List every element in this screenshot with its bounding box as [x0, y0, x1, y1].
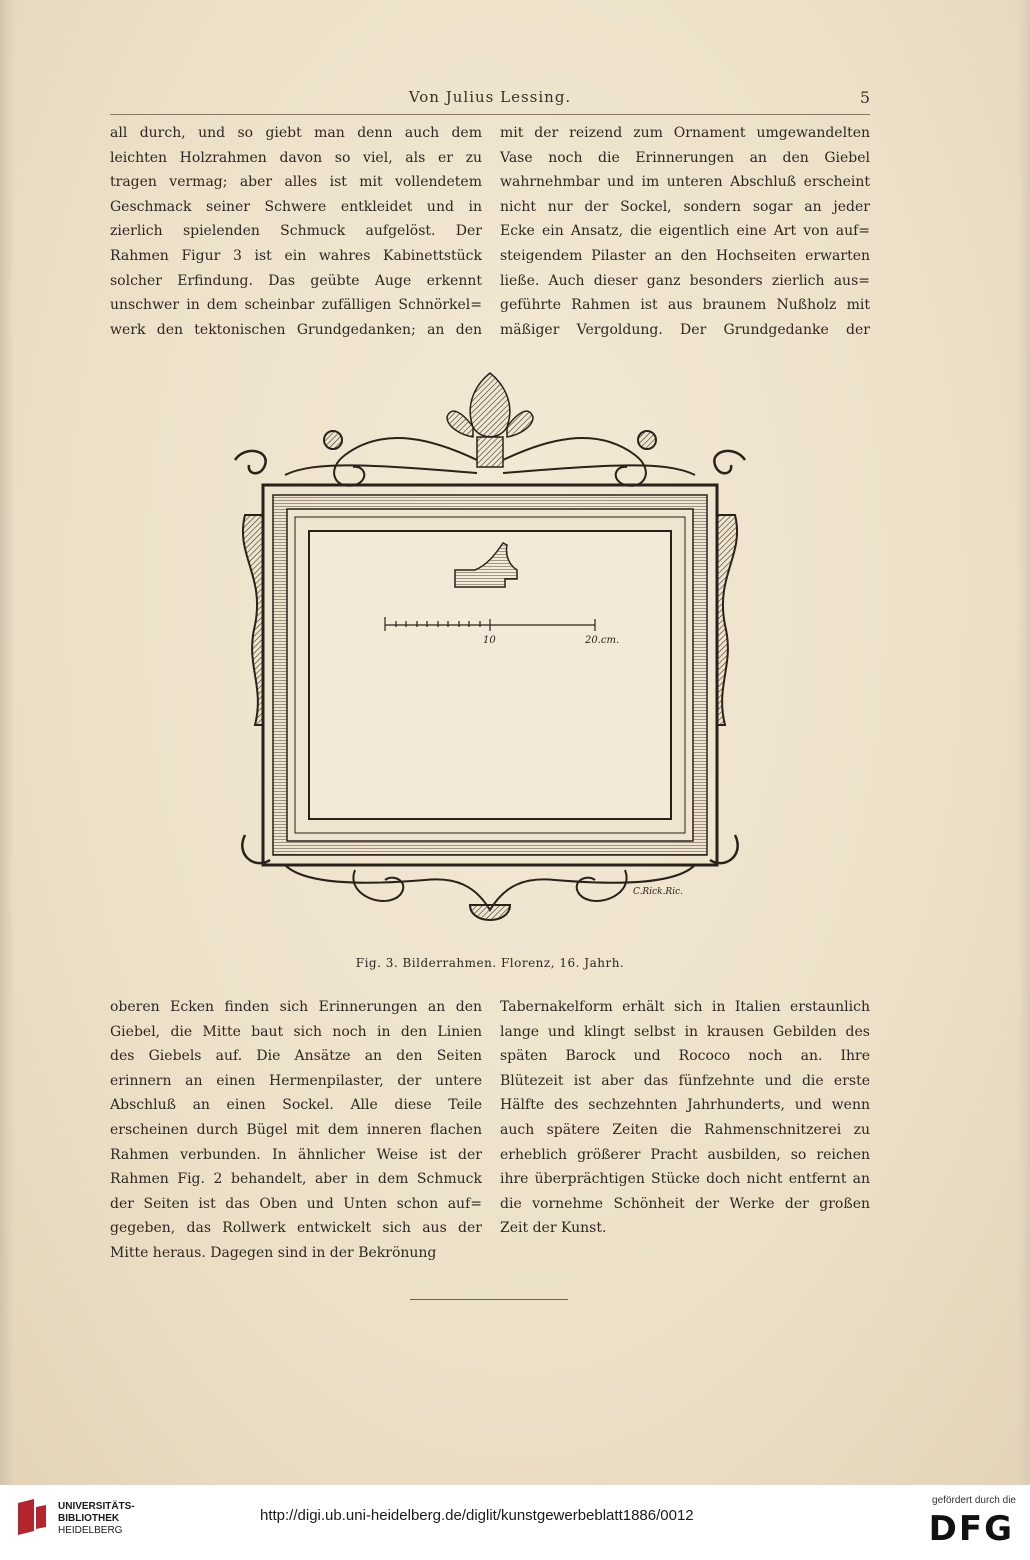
text-line: werk den tektonischen Grundgedanken; an den: [110, 321, 482, 338]
text-line: Tabernakelform erhält sich in Italien erstaunlich: [500, 999, 870, 1015]
scale-label-10: 10: [483, 635, 496, 646]
text-line: die vornehme Schönheit der Werke der großen: [500, 1195, 870, 1212]
running-title: Von Julius Lessing.: [408, 88, 572, 106]
page-edge-shadow: [0, 0, 14, 1485]
text-line: Vase noch die Erinnerungen an den Giebel: [500, 149, 870, 166]
text-line: Geschmack seiner Schwere entkleidet und in: [110, 198, 482, 215]
university-library-logo-icon: [14, 1497, 50, 1537]
column-left-bottom: [110, 995, 482, 1266]
column-right-top: [500, 121, 870, 342]
engraver-signature: C.Rick.Ric.: [633, 887, 683, 897]
permalink-url[interactable]: http://digi.ub.uni-heidelberg.de/diglit/kunstgewerbeblatt1886/0012: [260, 1507, 694, 1524]
text-line: Blütezeit ist aber das fünfzehnte und die erste: [500, 1072, 870, 1089]
library-name-line: HEIDELBERG: [58, 1525, 123, 1536]
running-header: [110, 88, 870, 112]
dfg-logo: DFG: [928, 1509, 1014, 1549]
text-line: nicht nur der Sockel, sondern sogar an jeder: [500, 198, 870, 215]
text-line: Zeit der Kunst.: [500, 1220, 607, 1237]
text-line: lange und klingt selbst in krausen Gebilden des: [500, 1023, 870, 1040]
header-rule: [110, 114, 870, 115]
text-line: späten Barock und Rococo noch an. Ihre: [500, 1048, 870, 1065]
text-line: ihre überprächtigen Stücke doch nicht entfernt an: [500, 1171, 870, 1188]
text-line: gegeben, das Rollwerk entwickelt sich aus der: [110, 1220, 482, 1237]
text-line: ließe. Auch dieser ganz besonders zierlich aus=: [500, 272, 870, 289]
text-line: Hälfte des sechzehnten Jahrhunderts, und wenn: [500, 1097, 870, 1114]
text-line: unschwer in dem scheinbar zufälligen Schnörkel=: [110, 297, 482, 314]
figure-caption: Fig. 3. Bilderrahmen. Florenz, 16. Jahrh.: [355, 956, 625, 970]
page-edge-shadow: [1018, 0, 1030, 1485]
text-line: erinnern an einen Hermenpilaster, der untere: [110, 1072, 482, 1089]
digitization-footer: [0, 1485, 1030, 1560]
text-line: mit der reizend zum Ornament umgewandelten: [500, 125, 870, 141]
frame-engraving: [225, 365, 755, 945]
carved-frame-illustration: [225, 365, 755, 945]
page-number: 5: [859, 88, 870, 107]
text-line: der Seiten ist das Oben und Unten schon auf=: [110, 1195, 482, 1212]
text-line: steigendem Pilaster an den Hochseiten erwarten: [500, 247, 870, 264]
text-line: Rahmen verbunden. In ähnlicher Weise ist der: [110, 1146, 482, 1163]
text-line: all durch, und so giebt man denn auch dem: [110, 125, 482, 141]
text-line: leichten Holzrahmen davon so viel, als er zu: [110, 149, 482, 166]
text-line: des Giebels auf. Die Ansätze an den Seiten: [110, 1048, 482, 1065]
library-name: [58, 1501, 135, 1537]
text-line: Ecke ein Ansatz, die eigentlich eine Art von auf=: [500, 223, 870, 240]
text-line: Rahmen Figur 3 ist ein wahres Kabinettstück: [110, 247, 482, 264]
text-line: geführte Rahmen ist aus braunem Nußholz mit: [500, 297, 870, 314]
column-left-top: [110, 121, 482, 342]
text-line: Giebel, die Mitte baut sich noch in den Linien: [110, 1023, 482, 1040]
text-line: mäßiger Vergoldung. Der Grundgedanke der: [500, 321, 870, 338]
text-line: erheblich größerer Pracht ausbilden, so reichen: [500, 1146, 870, 1163]
text-line: Rahmen Fig. 2 behandelt, aber in dem Schmuck: [110, 1171, 482, 1188]
library-name-line: BIBLIOTHEK: [58, 1513, 120, 1524]
text-line: erscheinen durch Bügel mit dem inneren flachen: [110, 1121, 482, 1138]
funding-label: gefördert durch die: [932, 1495, 1016, 1506]
library-name-line: UNIVERSITÄTS-: [58, 1501, 135, 1512]
text-line: zierlich spielenden Schmuck aufgelöst. Der: [110, 223, 482, 240]
text-line: solcher Erfindung. Das geübte Auge erkennt: [110, 272, 482, 289]
text-line: Mitte heraus. Dagegen sind in der Bekrönung: [110, 1244, 437, 1261]
text-line: wahrnehmbar und im unteren Abschluß erscheint: [500, 174, 870, 191]
text-line: tragen vermag; aber alles ist mit vollendetem: [110, 174, 482, 191]
column-right-bottom: [500, 995, 870, 1241]
text-line: oberen Ecken finden sich Erinnerungen an den: [110, 999, 482, 1015]
text-line: auch spätere Zeiten die Rahmenschnitzerei zu: [500, 1121, 870, 1138]
text-line: Abschluß an einen Sockel. Alle diese Teile: [110, 1097, 482, 1114]
scale-label-20cm: 20.cm.: [585, 635, 620, 646]
section-divider: [410, 1299, 568, 1300]
